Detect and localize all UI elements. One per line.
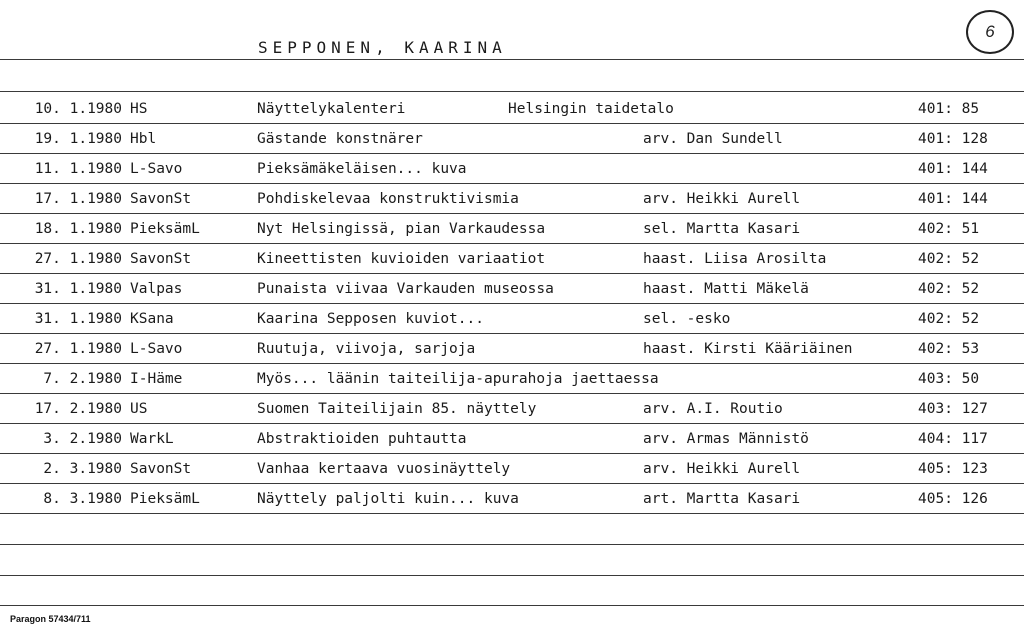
row-title: Kaarina Sepposen kuviot... <box>257 311 484 327</box>
row-paper: SavonSt <box>130 251 192 267</box>
row-date: 17. 1.1980 <box>34 191 122 207</box>
row-date: 27. 1.1980 <box>34 341 122 357</box>
row-credit: arv. Armas Männistö <box>643 431 809 447</box>
list-item <box>0 424 1024 454</box>
row-date: 7. 2.1980 <box>43 371 122 387</box>
row-title: Näyttely paljolti kuin... kuva <box>257 491 519 507</box>
row-paper: US <box>130 401 148 417</box>
list-item <box>0 244 1024 274</box>
row-paper: PieksämL <box>130 491 200 507</box>
ruled-line <box>0 544 1024 545</box>
ruled-line <box>0 605 1024 606</box>
row-title: Pohdiskelevaa konstruktivismia <box>257 191 519 207</box>
row-date: 8. 3.1980 <box>43 491 122 507</box>
row-ref: 405: 123 <box>918 461 988 477</box>
ruled-line <box>0 91 1024 92</box>
row-extra: Helsingin taidetalo <box>508 101 674 117</box>
row-title: Suomen Taiteilijain 85. näyttely <box>257 401 537 417</box>
row-paper: PieksämL <box>130 221 200 237</box>
row-title: Myös... läänin taiteilija-apurahoja jaettaessa <box>257 371 659 387</box>
row-ref: 404: 117 <box>918 431 988 447</box>
row-ref: 401: 128 <box>918 131 988 147</box>
list-item <box>0 304 1024 334</box>
row-ref: 402: 52 <box>918 281 980 297</box>
row-paper: Valpas <box>130 281 183 297</box>
row-date: 17. 2.1980 <box>34 401 122 417</box>
row-ref: 401: 144 <box>918 191 988 207</box>
row-credit: art. Martta Kasari <box>643 491 801 507</box>
list-item <box>0 484 1024 514</box>
row-credit: arv. Heikki Aurell <box>643 461 801 477</box>
list-item <box>0 364 1024 394</box>
row-date: 27. 1.1980 <box>34 251 122 267</box>
row-credit: haast. Kirsti Kääriäinen <box>643 341 853 357</box>
ruled-line <box>0 59 1024 60</box>
page-number-mark: 6 <box>966 10 1014 54</box>
list-item <box>0 454 1024 484</box>
row-date: 31. 1.1980 <box>34 281 122 297</box>
card-title: SEPPONEN, KAARINA <box>258 38 507 57</box>
row-title: Nyt Helsingissä, pian Varkaudessa <box>257 221 546 237</box>
row-credit: sel. -esko <box>643 311 731 327</box>
list-item <box>0 154 1024 184</box>
row-paper: Hbl <box>130 131 157 147</box>
row-title: Näyttelykalenteri <box>257 101 406 117</box>
row-credit: sel. Martta Kasari <box>643 221 801 237</box>
row-credit: haast. Matti Mäkelä <box>643 281 809 297</box>
row-date: 2. 3.1980 <box>43 461 122 477</box>
row-date: 3. 2.1980 <box>43 431 122 447</box>
row-date: 18. 1.1980 <box>34 221 122 237</box>
row-date: 31. 1.1980 <box>34 311 122 327</box>
row-paper: SavonSt <box>130 461 192 477</box>
list-item <box>0 394 1024 424</box>
list-item <box>0 214 1024 244</box>
row-paper: L-Savo <box>130 341 183 357</box>
printer-imprint: Paragon 57434/711 <box>10 614 91 624</box>
row-title: Abstraktioiden puhtautta <box>257 431 467 447</box>
row-date: 10. 1.1980 <box>34 101 122 117</box>
list-item <box>0 334 1024 364</box>
row-ref: 401: 144 <box>918 161 988 177</box>
row-title: Gästande konstnärer <box>257 131 423 147</box>
row-title: Punaista viivaa Varkauden museossa <box>257 281 554 297</box>
row-credit: arv. Dan Sundell <box>643 131 783 147</box>
row-ref: 401: 85 <box>918 101 980 117</box>
row-ref: 403: 127 <box>918 401 988 417</box>
row-paper: KSana <box>130 311 174 327</box>
row-paper: I-Häme <box>130 371 183 387</box>
row-ref: 402: 53 <box>918 341 980 357</box>
row-date: 11. 1.1980 <box>34 161 122 177</box>
row-ref: 402: 52 <box>918 311 980 327</box>
row-ref: 402: 51 <box>918 221 980 237</box>
row-paper: L-Savo <box>130 161 183 177</box>
row-title: Kineettisten kuvioiden variaatiot <box>257 251 546 267</box>
row-paper: WarkL <box>130 431 174 447</box>
row-date: 19. 1.1980 <box>34 131 122 147</box>
row-title: Pieksämäkeläisen... kuva <box>257 161 467 177</box>
list-item <box>0 124 1024 154</box>
row-ref: 405: 126 <box>918 491 988 507</box>
list-item <box>0 184 1024 214</box>
row-credit: haast. Liisa Arosilta <box>643 251 827 267</box>
row-paper: SavonSt <box>130 191 192 207</box>
list-item <box>0 94 1024 124</box>
list-item <box>0 274 1024 304</box>
row-credit: arv. Heikki Aurell <box>643 191 801 207</box>
row-credit: arv. A.I. Routio <box>643 401 783 417</box>
row-ref: 403: 50 <box>918 371 980 387</box>
row-title: Vanhaa kertaava vuosinäyttely <box>257 461 511 477</box>
row-title: Ruutuja, viivoja, sarjoja <box>257 341 476 357</box>
row-paper: HS <box>130 101 148 117</box>
ruled-line <box>0 575 1024 576</box>
row-ref: 402: 52 <box>918 251 980 267</box>
